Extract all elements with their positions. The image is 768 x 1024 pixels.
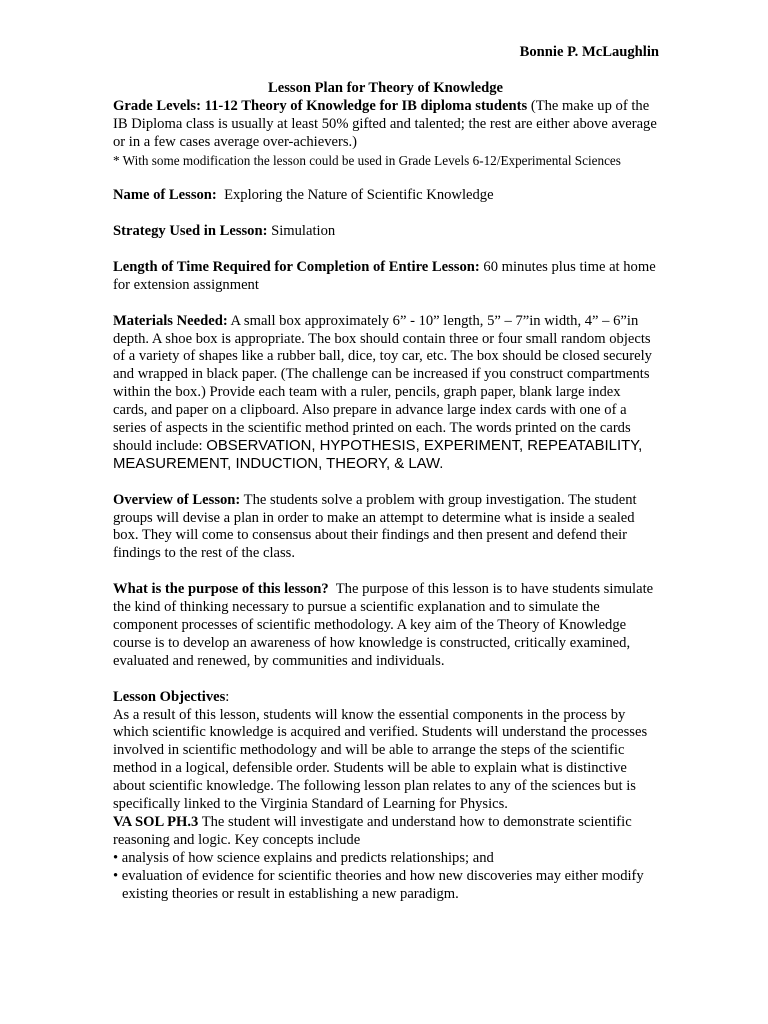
sol-bullet-1: • analysis of how science explains and predicts relationships; and bbox=[113, 849, 494, 866]
objectives-text: As a result of this lesson, students will know the essential components in the process by which scientific knowledge is acquired and verified. Students will understand the processes involved in scientific methodology and will be able to arrange the steps of the scientific method in a logical, defensible order. Students will be able to explain what is distinctive about scientific knowledge. The following lesson plan relates to any of the sciences but is specifically linked to the Virginia Standard of Learning for Physics. bbox=[113, 706, 648, 813]
name-of-lesson-text: Exploring the Nature of Scientific Knowledge bbox=[224, 187, 494, 204]
grade-levels-label: Grade Levels: 11-12 Theory of Knowledge for IB diploma students bbox=[113, 97, 528, 114]
strategy-text: Simulation bbox=[271, 223, 336, 240]
purpose-label: What is the purpose of this lesson? bbox=[113, 581, 329, 598]
length-of-time-paragraph bbox=[113, 259, 658, 295]
name-of-lesson-label: Name of Lesson: bbox=[113, 187, 217, 204]
objectives-colon: : bbox=[225, 688, 230, 705]
length-of-time-text: 60 minutes plus time at home for extension assignment bbox=[113, 258, 656, 293]
sol-paragraph bbox=[113, 814, 658, 850]
card-words: OBSERVATION, HYPOTHESIS, EXPERIMENT, REPEATABILITY, MEASUREMENT, INDUCTION, THEORY, & LAW. bbox=[113, 437, 643, 472]
grade-levels-paragraph bbox=[113, 98, 658, 152]
overview-label: Overview of Lesson: bbox=[113, 491, 241, 508]
sol-label: VA SOL PH.3 bbox=[113, 813, 199, 830]
document-title: Lesson Plan for Theory of Knowledge bbox=[268, 79, 503, 96]
grade-levels-text: (The make up of the IB Diploma class is usually at least 50% gifted and talented; the rest are either above average or in a few cases average over-achievers.) bbox=[113, 97, 657, 150]
objectives-heading bbox=[113, 689, 658, 707]
strategy-label: Strategy Used in Lesson: bbox=[113, 223, 268, 240]
sol-bullet-2: • evaluation of evidence for scientific theories and how new discoveries may either modify existing theories or result in establishing a new paradigm. bbox=[113, 867, 644, 902]
overview-text: The students solve a problem with group investigation. The student groups will devise a plan in order to make an attempt to determine what is inside a sealed box. They will come to consensus about their findings and then present and defend their findings to the rest of the class. bbox=[113, 491, 637, 562]
purpose-text: The purpose of this lesson is to have students simulate the kind of thinking necessary to pursue a scientific explanation and to simulate the component processes of scientific methodology. A key aim of the Theory of Knowledge course is to develop an awareness of how knowledge is constructed, critically examined, evaluated and renewed, by communities and individuals. bbox=[113, 581, 654, 669]
author-name: Bonnie P. McLaughlin bbox=[519, 44, 659, 60]
purpose-paragraph bbox=[113, 581, 658, 671]
objectives-label: Lesson Objectives bbox=[113, 688, 226, 705]
name-of-lesson-paragraph bbox=[113, 187, 658, 205]
overview-paragraph bbox=[113, 492, 658, 564]
materials-text: A small box approximately 6” - 10” length, 5” – 7”in width, 4” – 6”in depth. A shoe box is appropriate. The box should contain three or four small random objects of a variety of shapes like a rubber ball, dice, toy car, etc. The box should be closed securely and wrapped in black paper. (The challenge can be increased if you construct compartments within the box.) Provide each team with a ruler, pencils, graph paper, blank large index cards, and paper on a clipboard. Also prepare in advance large index cards with one of a series of aspects in the scientific method printed on each. The words printed on the cards should include: bbox=[113, 312, 652, 454]
modification-note: * With some modification the lesson could be used in Grade Levels 6-12/Experimental Sciences bbox=[113, 152, 621, 168]
length-of-time-label: Length of Time Required for Completion of Entire Lesson: bbox=[113, 258, 480, 275]
sol-text: The student will investigate and understand how to demonstrate scientific reasoning and logic. Key concepts include bbox=[113, 813, 632, 848]
strategy-paragraph bbox=[113, 223, 658, 241]
materials-label: Materials Needed: bbox=[113, 312, 228, 329]
materials-paragraph bbox=[113, 313, 658, 474]
